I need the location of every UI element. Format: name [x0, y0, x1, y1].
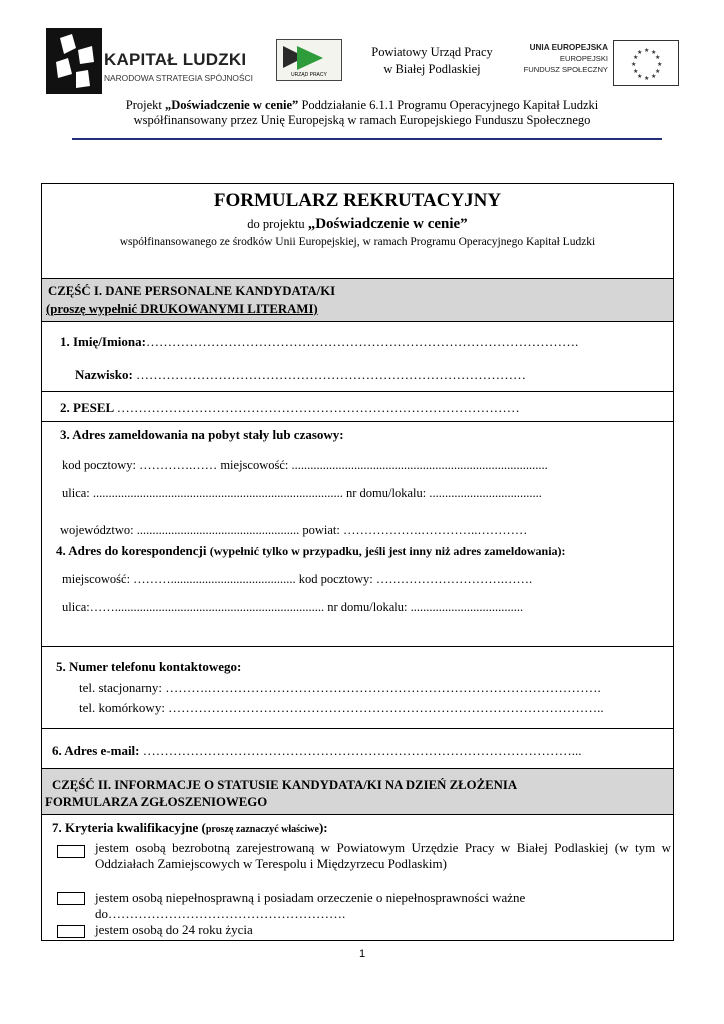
divider: [42, 321, 673, 322]
surname-dots: ………………………………………………………………………………: [136, 367, 527, 382]
surname-field[interactable]: [75, 367, 526, 383]
form-title: FORMULARZ REKRUTACYJNY: [213, 190, 502, 211]
kapital-ludzki-logo: [46, 28, 253, 94]
eu-flag-icon: [613, 40, 679, 86]
pesel-field[interactable]: [60, 400, 520, 416]
eu-line-1: UNIA EUROPEJSKA: [529, 43, 608, 52]
email-label: 6. Adres e-mail:: [52, 743, 143, 758]
svg-text:★: ★: [651, 49, 657, 56]
form-project-name: „Doświadczenie w cenie”: [307, 216, 468, 232]
province-county-field[interactable]: województwo: .................................................... powiat: ……………….…………..…………: [60, 523, 528, 537]
kapital-ludzki-subtitle: NARODOWA STRATEGIA SPÓJNOŚCI: [104, 73, 253, 83]
name-dots: ……………………………………………………………………………………….: [145, 334, 579, 349]
criteria-paren-close: ):: [318, 820, 328, 835]
kapital-ludzki-emblem-icon: [46, 28, 102, 94]
landline-field[interactable]: tel. stacjonarny: ……….……………………………………………………………………………….: [79, 680, 601, 695]
correspondence-address-note: (wypełnić tylko w przypadku, jeśli jest inny niż adres zameldowania):: [209, 544, 566, 558]
name-label: 1. Imię/Imiona:: [60, 334, 146, 349]
svg-text:★: ★: [631, 61, 637, 68]
criteria-checkbox-unemployed[interactable]: [57, 845, 85, 858]
project-description: [60, 98, 664, 128]
criteria-label: [52, 820, 328, 836]
svg-text:★: ★: [644, 75, 650, 82]
form-subtitle-prefix: do projektu: [247, 217, 308, 231]
street-house-field[interactable]: ulica: ................................................................................ nr domu/lokalu: ....................................: [62, 486, 542, 500]
divider: [42, 728, 673, 729]
office-line-2: w Białej Podlaskiej: [383, 62, 481, 76]
postal-code-city-field[interactable]: kod pocztowy: ………….…… miejscowość: ..................................................................................: [62, 458, 548, 472]
project-prefix: Projekt: [125, 98, 165, 112]
office-name: [352, 44, 512, 78]
pesel-dots: …………………………………………………………………………………: [116, 400, 520, 415]
urzad-pracy-logo: [276, 39, 342, 81]
correspondence-address-label: [56, 543, 566, 559]
page-header: [0, 0, 724, 140]
divider: [42, 646, 673, 647]
project-line-2: współfinansowany przez Unię Europejską w ramach Europejskiego Funduszu Społecznego: [133, 113, 591, 127]
project-name: „Doświadczenie w cenie”: [165, 98, 299, 112]
name-field[interactable]: [60, 334, 578, 350]
project-suffix: Poddziałanie 6.1.1 Programu Operacyjnego Kapitał Ludzki: [298, 98, 599, 112]
corr-street-house-field[interactable]: ulica:……................................................................... nr domu/lokalu: ....................................: [62, 600, 524, 614]
svg-text:★: ★: [644, 47, 650, 54]
kapital-ludzki-title: KAPITAŁ LUDZKI: [104, 50, 247, 69]
svg-text:★: ★: [651, 73, 657, 80]
mobile-field[interactable]: tel. komórkowy: ………………………………………………………………………………………..: [79, 700, 604, 715]
form-subtitle: [42, 216, 673, 233]
divider: [42, 814, 673, 815]
page-number: 1: [358, 948, 366, 960]
eu-line-2: EUROPEJSKI: [559, 54, 608, 63]
svg-text:★: ★: [633, 54, 639, 61]
svg-text:★: ★: [637, 49, 643, 56]
surname-label: Nazwisko:: [75, 367, 137, 382]
eu-line-3: FUNDUSZ SPOŁECZNY: [523, 65, 608, 74]
urzad-pracy-caption: URZĄD PRACY: [291, 72, 327, 78]
svg-text:★: ★: [655, 54, 661, 61]
recruitment-form: [41, 183, 674, 941]
header-divider: [72, 138, 662, 140]
part2-title-line-1: CZĘŚĆ II. INFORMACJE O STATUSIE KANDYDATA/KI NA DZIEŃ ZŁOŻENIA: [52, 778, 518, 792]
divider: [42, 421, 673, 422]
eu-text: [516, 42, 608, 75]
email-dots: ………………………………………………………………………………………...: [142, 743, 582, 758]
registered-address-label: [60, 427, 344, 443]
svg-text:★: ★: [633, 68, 639, 75]
correspondence-address-title: 4. Adres do korespondencji: [56, 543, 210, 558]
svg-text:★: ★: [657, 61, 663, 68]
form-subtitle-2: współfinansowanego ze środków Unii Europejskiej, w ramach Programu Operacyjnego Kapitał Ludzki: [119, 236, 596, 248]
criteria-title: 7. Kryteria kwalifikacyjne: [52, 820, 202, 835]
criteria-paren-open: (: [201, 820, 206, 835]
office-line-1: Powiatowy Urząd Pracy: [371, 45, 493, 59]
criteria-option-unemployed: jestem osobą bezrobotną zarejestrowaną w Powiatowym Urzędzie Pracy w Białej Podlaskiej (w tym w Oddziałach Zamiejscowych w Terespolu i Międzyrzecu Podlaskim): [95, 840, 671, 871]
criteria-checkbox-age[interactable]: [57, 925, 85, 938]
criteria-note: proszę zaznaczyć właściwe: [205, 824, 319, 835]
project-line-1: [60, 98, 664, 113]
pesel-label: 2. PESEL: [60, 400, 117, 415]
criteria-option-age: jestem osobą do 24 roku życia: [95, 922, 253, 937]
registered-address-title: 3. Adres zameldowania na pobyt stały lub czasowy:: [60, 427, 344, 442]
email-field[interactable]: [52, 743, 582, 759]
arrow-green-icon: [297, 46, 323, 70]
svg-text:★: ★: [637, 73, 643, 80]
criteria-option-disabled: jestem osobą niepełnosprawną i posiadam orzeczenie o niepełnosprawności ważne do……………………………………………….: [95, 890, 526, 921]
part1-title: CZĘŚĆ I. DANE PERSONALNE KANDYDATA/KI: [48, 284, 336, 298]
phone-title: 5. Numer telefonu kontaktowego:: [56, 659, 242, 674]
divider: [42, 391, 673, 392]
phone-label: [56, 659, 241, 675]
svg-text:★: ★: [655, 68, 661, 75]
corr-city-postal-field[interactable]: miejscowość: ………........................................ kod pocztowy: ………………………….…….: [62, 572, 533, 586]
criteria-checkbox-disabled[interactable]: [57, 892, 85, 905]
part2-title-line-2: FORMULARZA ZGŁOSZENIOWEGO: [45, 795, 268, 809]
part1-note: (proszę wypełnić DRUKOWANYMI LITERAMI): [46, 302, 318, 316]
